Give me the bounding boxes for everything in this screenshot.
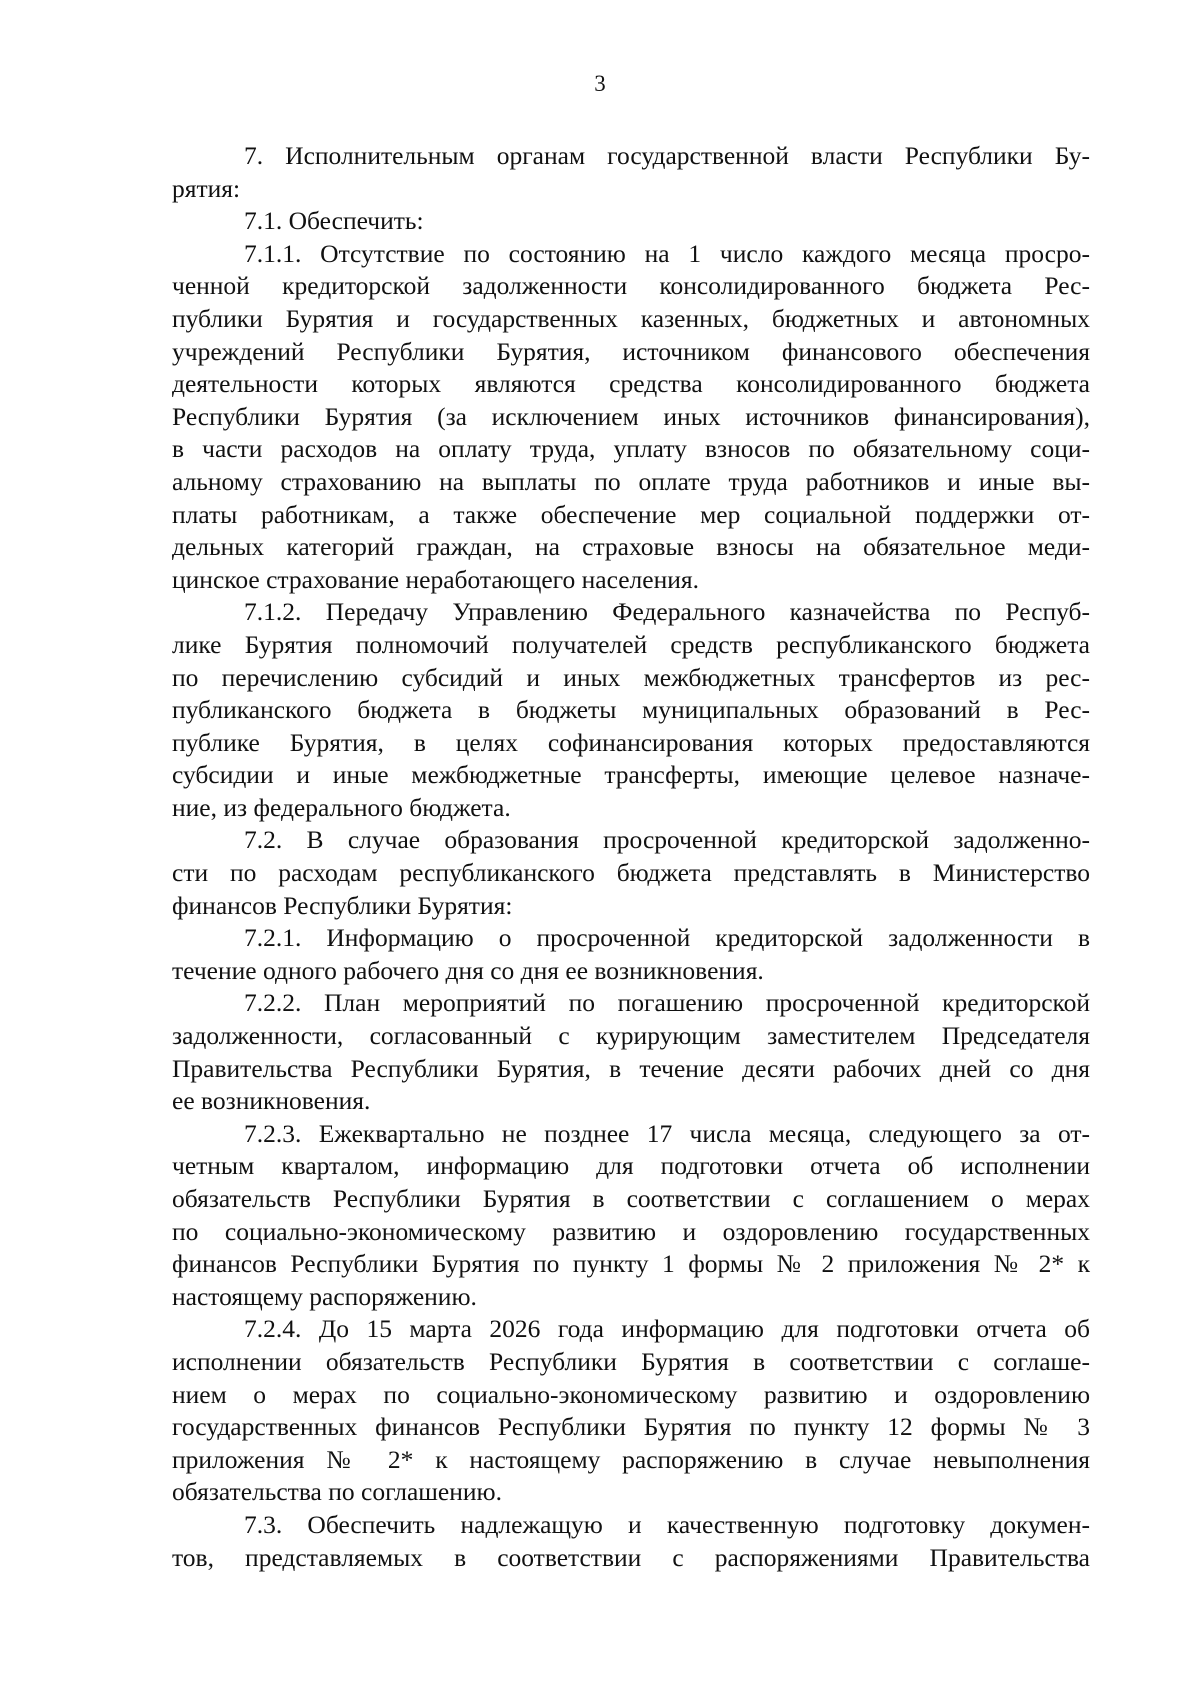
text-line: учреждений Республики Бурятия, источником финансового обеспечения: [172, 336, 1090, 366]
paragraph: [172, 1118, 1090, 1314]
text-line: исполнении обязательств Республики Бурятия в соответствии с соглаше-: [172, 1346, 1090, 1376]
paragraph: [172, 205, 1090, 238]
text-line: 7.2.4. До 15 марта 2026 года информацию для подготовки отчета об: [244, 1314, 1090, 1344]
text-line: по перечислению субсидий и иных межбюджетных трансфертов из рес-: [172, 662, 1090, 692]
text-line: обязательств Республики Бурятия в соответствии с соглашением о мерах: [172, 1184, 1090, 1213]
text-line: публике Бурятия, в целях софинансирования которых предоставляются: [172, 727, 1090, 757]
text-line: в части расходов на оплату труда, уплату взносов по обязательному соци-: [172, 434, 1090, 464]
text-line: ченной кредиторской задолженности консолидированного бюджета Рес-: [172, 271, 1090, 301]
text-line: субсидии и иные межбюджетные трансферты, имеющие целевое назначе-: [172, 760, 1090, 790]
text-line: платы работникам, а также обеспечение мер социальной поддержки от-: [172, 499, 1090, 529]
text-line: государственных финансов Республики Бурятия по пункту 12 формы № 3: [172, 1412, 1090, 1442]
text-line: 7. Исполнительным органам государственной власти Республики Бу-: [244, 141, 1090, 170]
text-line: 7.2.2. План мероприятий по погашению просроченной кредиторской: [244, 988, 1090, 1018]
text-line: финансов Республики Бурятия:: [172, 890, 513, 920]
text-line: финансов Республики Бурятия по пункту 1 формы № 2 приложения № 2* к: [172, 1249, 1090, 1279]
text-line: 7.1.2. Передачу Управлению Федерального казначейства по Респуб-: [244, 597, 1090, 627]
text-line: тов, представляемых в соответствии с распоряжениями Правительства: [172, 1542, 1090, 1572]
paragraph: [172, 596, 1090, 824]
text-line: публики Бурятия и государственных казенных, бюджетных и автономных: [172, 303, 1090, 333]
paragraph: [172, 922, 1090, 987]
text-line: ние, из федерального бюджета.: [172, 792, 511, 822]
text-line: Правительства Республики Бурятия, в течение десяти рабочих дней со дня: [172, 1053, 1090, 1083]
text-line: четным кварталом, информацию для подготовки отчета об исполнении: [172, 1151, 1090, 1181]
text-line: Республики Бурятия (за исключением иных источников финансирования),: [172, 401, 1090, 431]
text-line: ее возникновения.: [172, 1086, 371, 1116]
text-line: публиканского бюджета в бюджеты муниципальных образований в Рес-: [172, 695, 1090, 725]
text-line: 7.2. В случае образования просроченной кредиторской задолженно-: [244, 825, 1090, 855]
paragraph: [172, 238, 1090, 597]
page-number: 3: [594, 71, 606, 96]
text-line: лике Бурятия полномочий получателей средств республиканского бюджета: [172, 629, 1090, 659]
text-line: дельных категорий граждан, на страховые взносы на обязательное меди-: [172, 532, 1090, 562]
text-line: 7.1.1. Отсутствие по состоянию на 1 число каждого месяца просро-: [244, 238, 1090, 268]
text-line: 7.2.1. Информацию о просроченной кредиторской задолженности в: [244, 923, 1090, 953]
text-line: сти по расходам республиканского бюджета представлять в Министерство: [172, 858, 1090, 888]
paragraph: [172, 824, 1090, 922]
text-line: цинское страхование неработающего населения.: [172, 564, 699, 594]
text-line: нием о мерах по социально-экономическому развитию и оздоровлению: [172, 1379, 1090, 1409]
text-line: деятельности которых являются средства консолидированного бюджета: [172, 369, 1090, 399]
paragraph: [172, 140, 1090, 205]
text-line: настоящему распоряжению.: [172, 1281, 477, 1311]
text-line: течение одного рабочего дня со дня ее возникновения.: [172, 955, 764, 985]
text-line: 7.2.3. Ежеквартально не позднее 17 числа месяца, следующего за от-: [244, 1118, 1090, 1148]
paragraph: [172, 1313, 1090, 1509]
document-body: [172, 140, 1090, 1574]
text-line: обязательства по соглашению.: [172, 1477, 502, 1507]
text-line: альному страхованию на выплаты по оплате труда работников и иные вы-: [172, 466, 1090, 496]
text-line: рятия:: [172, 173, 241, 203]
text-line: 7.1. Обеспечить:: [244, 206, 424, 236]
paragraph: [172, 1509, 1090, 1574]
text-line: по социально-экономическому развитию и оздоровлению государственных: [172, 1216, 1090, 1246]
text-line: 7.3. Обеспечить надлежащую и качественную подготовку докумен-: [244, 1509, 1090, 1539]
paragraph: [172, 987, 1090, 1117]
text-line: задолженности, согласованный с курирующим заместителем Председателя: [172, 1021, 1090, 1051]
text-line: приложения № 2* к настоящему распоряжению в случае невыполнения: [172, 1444, 1090, 1474]
